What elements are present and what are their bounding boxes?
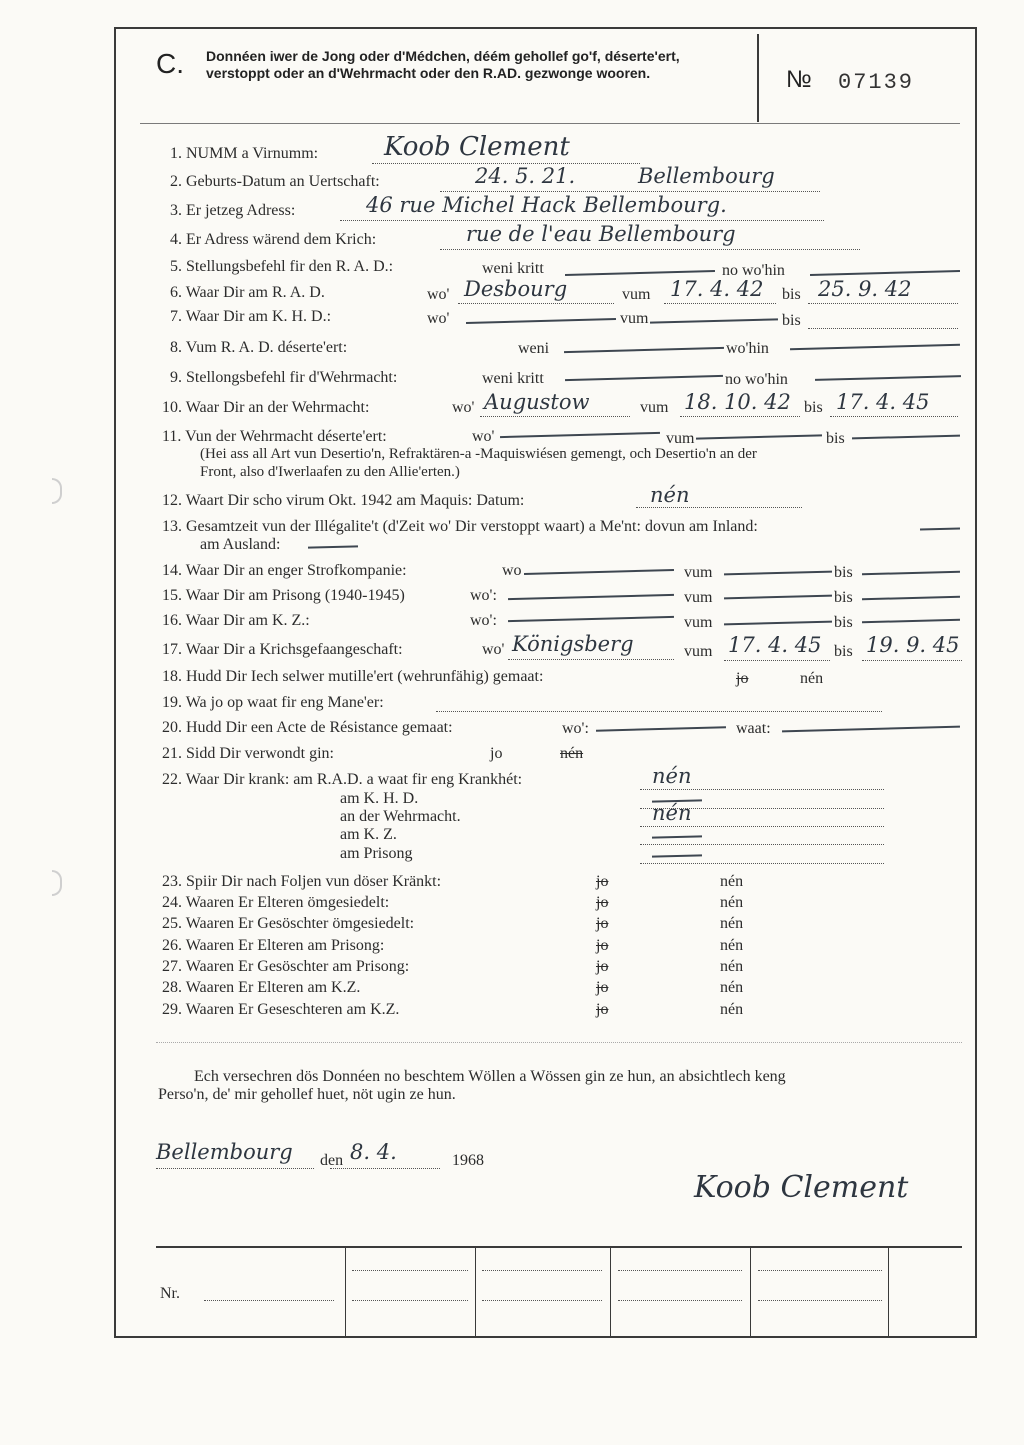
row-12-line: [636, 507, 802, 508]
signoff-place-value: Bellembourg: [156, 1140, 293, 1164]
row-17-wo-label: wo': [482, 641, 505, 658]
row-22-sub-3: am K. Z.: [340, 826, 397, 843]
header-separator: [757, 34, 759, 122]
footer-cell-line: [618, 1270, 742, 1271]
row-24-label: 24. Waaren Er Elteren ömgesiedelt:: [162, 894, 390, 911]
row-11-note-line-2: Front, also d'Iwerlaafen zu den Allie'erten.): [200, 464, 460, 480]
footer-column-divider: [750, 1248, 751, 1338]
row-4-address-value: rue de l'eau Bellembourg: [466, 222, 736, 246]
row-23-nen-option: nén: [720, 873, 744, 890]
row-19-label: 19. Wa jo op waat fir eng Mane'er:: [162, 694, 384, 711]
signoff-year: 1968: [452, 1152, 484, 1169]
row-27-jo-option: jo: [596, 958, 609, 975]
row-10-vum-line: [680, 416, 800, 417]
row-6-bis-value: 25. 9. 42: [818, 277, 912, 301]
row-1-name-value: Koob Clement: [384, 132, 570, 162]
row-22-value-1: nén: [652, 764, 692, 788]
row-25-jo-option: jo: [596, 915, 609, 932]
row-24-jo-option: jo: [596, 894, 609, 911]
row-5-wohin-label: no wo'hin: [722, 262, 785, 279]
footer-top-rule: [156, 1246, 962, 1248]
row-12-label: 12. Waart Dir scho virum Okt. 1942 am Maquis: Datum:: [162, 492, 525, 509]
row-17-vum-label: vum: [684, 643, 713, 660]
footer-nr-line: [204, 1300, 334, 1301]
row-28-jo-option: jo: [596, 979, 609, 996]
footer-column-divider: [610, 1248, 611, 1338]
row-9-label: 9. Stellongsbefehl fir d'Wehrmacht:: [170, 369, 398, 386]
row-11-vum-label: vum: [666, 430, 695, 447]
row-6-wo-value: Desbourg: [464, 277, 568, 301]
row-6-vum-value: 17. 4. 42: [670, 277, 764, 301]
row-10-wo-label: wo': [452, 399, 475, 416]
row-6-label: 6. Waar Dir am R. A. D.: [170, 284, 325, 301]
row-19-line: [436, 711, 882, 712]
row-10-wo-line: [480, 416, 630, 417]
row-8-label: 8. Vum R. A. D. déserte'ert:: [170, 339, 348, 356]
footer-nr-label: Nr.: [160, 1285, 180, 1302]
row-7-vum-label: vum: [620, 310, 649, 327]
row-15-label: 15. Waar Dir am Prisong (1940-1945): [162, 587, 405, 604]
row-17-wo-line: [508, 659, 674, 660]
row-15-bis-label: bis: [834, 589, 853, 606]
row-14-vum-label: vum: [684, 564, 713, 581]
row-22-line-3: [640, 826, 884, 827]
row-3-line: [340, 220, 824, 221]
row-21-jo-option: jo: [490, 745, 503, 762]
row-3-address-value: 46 rue Michel Hack Bellembourg.: [366, 193, 727, 217]
row-6-bis-line: [808, 303, 958, 304]
row-21-nen-option: nén: [560, 745, 584, 762]
footer-cell-line: [758, 1300, 882, 1301]
row-22-line-4: [640, 844, 884, 845]
row-7-bis-label: bis: [782, 312, 801, 329]
row-28-nen-option: nén: [720, 979, 744, 996]
row-9-weni-label: weni kritt: [482, 370, 544, 387]
footer-cell-line: [758, 1270, 882, 1271]
row-17-label: 17. Waar Dir a Krichsgefaangeschaft:: [162, 641, 403, 658]
punch-hole-mark: [52, 478, 62, 504]
row-7-bis-line: [808, 328, 958, 329]
row-6-bis-label: bis: [782, 286, 801, 303]
row-28-label: 28. Waaren Er Elteren am K.Z.: [162, 979, 361, 996]
row-6-vum-line: [664, 303, 776, 304]
row-16-vum-label: vum: [684, 614, 713, 631]
row-17-vum-line: [724, 660, 830, 661]
row-22-line-5: [640, 863, 884, 864]
row-20-label: 20. Hudd Dir een Acte de Résistance gemaat:: [162, 719, 453, 736]
footer-cell-line: [482, 1270, 602, 1271]
row-7-label: 7. Waar Dir am K. H. D.:: [170, 308, 332, 325]
row-16-wo-label: wo':: [470, 612, 497, 629]
row-11-label: 11. Vun der Wehrmacht déserte'ert:: [162, 428, 387, 445]
footer-column-divider: [345, 1248, 346, 1338]
form-number: 07139: [838, 70, 915, 95]
row-26-nen-option: nén: [720, 937, 744, 954]
row-2-place-value: Bellembourg: [638, 164, 775, 188]
row-1-label: 1. NUMM a Virnumm:: [170, 145, 319, 162]
row-14-wo-label: wo: [502, 562, 522, 579]
row-13-label-ausland: am Ausland:: [200, 536, 281, 553]
row-16-bis-label: bis: [834, 614, 853, 631]
row-25-nen-option: nén: [720, 915, 744, 932]
footer-cell-line: [352, 1270, 468, 1271]
row-11-bis-label: bis: [826, 430, 845, 447]
row-29-label: 29. Waaren Er Geseschteren am K.Z.: [162, 1001, 400, 1018]
row-11-wo-label: wo': [472, 428, 495, 445]
row-13-label: 13. Gesamtzeit vun der Illégalite't (d'Zeit wo' Dir verstoppt waart) a Me'nt: dovun am Inland:: [162, 518, 758, 535]
row-8-weni-label: weni: [518, 340, 550, 357]
row-17-vum-value: 17. 4. 45: [728, 633, 822, 657]
row-10-label: 10. Waar Dir an der Wehrmacht:: [162, 399, 370, 416]
row-7-wo-label: wo': [427, 310, 450, 327]
row-8-wohin-label: wo'hin: [726, 340, 769, 357]
row-20-waat-label: waat:: [736, 720, 771, 737]
row-22-sub-4: am Prisong: [340, 845, 413, 862]
row-18-nen-option: nén: [800, 670, 824, 687]
row-22-sub-1: am K. H. D.: [340, 790, 419, 807]
row-26-jo-option: jo: [596, 937, 609, 954]
signoff-place-line: [156, 1168, 314, 1169]
row-17-bis-value: 19. 9. 45: [866, 633, 960, 657]
signoff-date-value: 8. 4.: [350, 1140, 397, 1164]
row-17-wo-value: Königsberg: [512, 632, 634, 656]
row-14-label: 14. Waar Dir an enger Strofkompanie:: [162, 562, 407, 579]
row-23-jo-option: jo: [596, 873, 609, 890]
row-10-bis-value: 17. 4. 45: [836, 390, 930, 414]
footer-column-divider: [888, 1248, 889, 1338]
row-3-label: 3. Er jetzeg Adress:: [170, 202, 296, 219]
row-20-wo-label: wo':: [562, 720, 589, 737]
row-18-jo-option: jo: [736, 670, 749, 687]
footer-cell-line: [482, 1300, 602, 1301]
row-14-bis-label: bis: [834, 564, 853, 581]
row-4-label: 4. Er Adress wärend dem Krich:: [170, 231, 377, 248]
section-letter: C.: [156, 48, 184, 79]
row-21-label: 21. Sidd Dir verwondt gin:: [162, 745, 334, 762]
row-6-vum-label: vum: [622, 286, 651, 303]
footer-column-divider: [475, 1248, 476, 1338]
row-10-wo-value: Augustow: [484, 390, 590, 414]
declaration-line-1: Ech versechren dös Donnéen no beschtem Wöllen a Wössen gin ze hun, an absichtlech keng: [194, 1068, 786, 1085]
row-15-wo-label: wo':: [470, 587, 497, 604]
row-15-vum-label: vum: [684, 589, 713, 606]
row-22-label: 22. Waar Dir krank: am R.A.D. a waat fir eng Krankhét:: [162, 771, 523, 788]
row-22-sub-2: an der Wehrmacht.: [340, 808, 461, 825]
footer-cell-line: [618, 1300, 742, 1301]
row-11-note-line-1: (Hei ass all Art vun Desertio'n, Refraktären-a -Maquiswiésen gemengt, och Desertio'n an der: [200, 446, 757, 462]
row-12-value: nén: [650, 483, 690, 507]
row-10-vum-label: vum: [640, 399, 669, 416]
row-26-label: 26. Waaren Er Elteren am Prisong:: [162, 937, 385, 954]
row-17-bis-label: bis: [834, 643, 853, 660]
row-24-nen-option: nén: [720, 894, 744, 911]
row-29-jo-option: jo: [596, 1001, 609, 1018]
row-9-wohin-label: no wo'hin: [725, 371, 788, 388]
signature: Koob Clement: [694, 1170, 909, 1205]
declaration-line-2: Perso'n, de' mir gehollef huet, nöt ugin ze hun.: [158, 1086, 456, 1103]
signoff-den-label: den: [320, 1152, 344, 1169]
header-rule: [140, 123, 960, 124]
row-22-value-3: nén: [652, 801, 692, 825]
row-2-label: 2. Geburts-Datum an Uertschaft:: [170, 173, 380, 190]
row-27-nen-option: nén: [720, 958, 744, 975]
row-29-nen-option: nén: [720, 1001, 744, 1018]
row-4-line: [440, 249, 860, 250]
row-10-bis-label: bis: [804, 399, 823, 416]
row-10-bis-line: [830, 416, 958, 417]
signoff-date-line: [330, 1168, 440, 1169]
form-title: Donnéen iwer de Jong oder d'Médchen, déém gehollef go'f, déserte'ert, verstoppt oder an d'Wehrmacht oder den R.AD. gezwonge wooren.: [206, 48, 680, 81]
number-sign: №: [786, 66, 812, 93]
row-27-label: 27. Waaren Er Gesöschter am Prisong:: [162, 958, 410, 975]
row-23-label: 23. Spiir Dir nach Foljen vun döser Kränkt:: [162, 873, 442, 890]
punch-hole-mark: [52, 870, 62, 896]
row-22-line-1: [640, 789, 884, 790]
row-17-bis-line: [862, 660, 962, 661]
row-2-line: [440, 191, 820, 192]
row-10-vum-value: 18. 10. 42: [684, 390, 791, 414]
row-5-weni-label: weni kritt: [482, 260, 544, 277]
row-16-label: 16. Waar Dir am K. Z.:: [162, 612, 310, 629]
row-25-label: 25. Waaren Er Gesöschter ömgesiedelt:: [162, 915, 415, 932]
row-18-label: 18. Hudd Dir Iech selwer mutille'ert (wehrunfähig) gemaat:: [162, 668, 544, 685]
row-5-label: 5. Stellungsbefehl fir den R. A. D.:: [170, 258, 394, 275]
row-2-date-value: 24. 5. 21.: [475, 164, 576, 188]
row-6-wo-label: wo': [427, 286, 450, 303]
footer-cell-line: [352, 1300, 468, 1301]
section-divider: [156, 1042, 962, 1043]
row-6-wo-line: [458, 303, 614, 304]
